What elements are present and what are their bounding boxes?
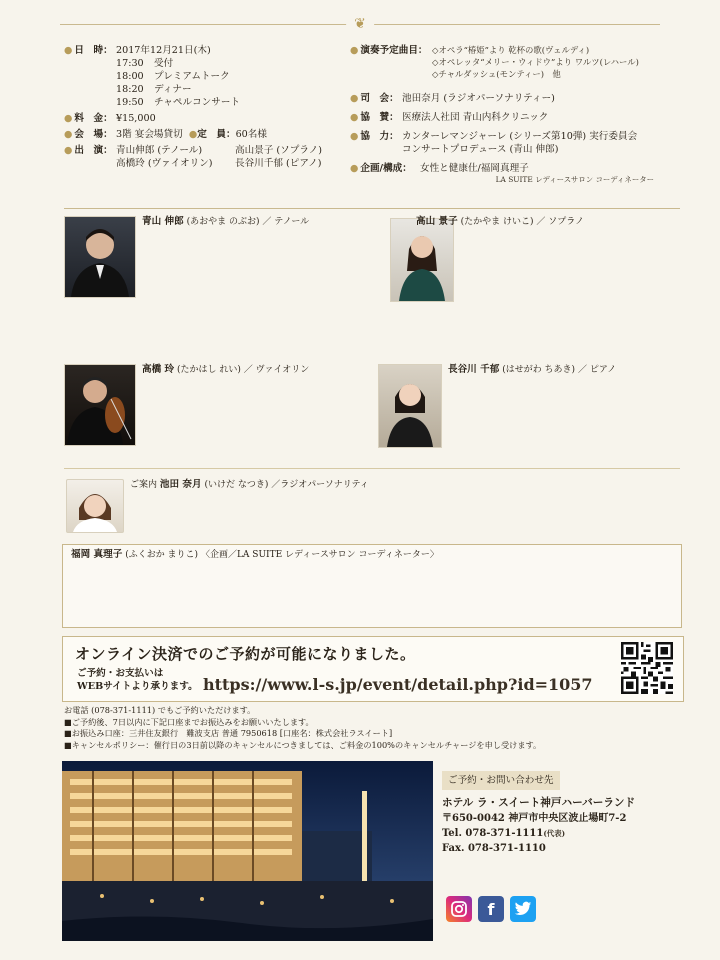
qr-code-icon: [621, 642, 673, 694]
profile-name: 高山 景子: [416, 216, 458, 227]
program-item: ◇オペレッタ“メリー・ウィドウ”より ワルツ(レハール): [432, 57, 639, 67]
fee-label: 料 金：: [74, 113, 113, 124]
venue-label: 会 場：: [74, 129, 113, 140]
profile-kana: (ふくおか まりこ): [125, 550, 199, 560]
performer: 高山景子 (ソプラノ): [235, 145, 322, 156]
phone-note: (代表): [543, 829, 566, 838]
venue-value: 3階 宴会場貸切: [116, 129, 183, 140]
bullet-icon: ●: [350, 163, 359, 174]
phone-number[interactable]: Tel. 078-371-1111: [442, 828, 544, 839]
capacity-value: 60名様: [235, 129, 267, 140]
note-line: お電話 (078-371-1111) でもご予約いただけます。: [64, 705, 256, 715]
profile-name: 青山 伸郎: [142, 216, 184, 227]
schedule-item: 受付: [154, 58, 174, 69]
program-row: [350, 44, 680, 80]
online-booking-box: [62, 636, 684, 702]
bullet-icon: ●: [350, 93, 359, 104]
performer: 長谷川千郁 (ピアノ): [235, 158, 322, 169]
aoyama-photo: [64, 216, 136, 298]
profile-kana: (あおやま のぶお): [186, 217, 260, 227]
hasegawa-photo: [378, 364, 442, 448]
sponsor-row: [350, 111, 680, 124]
date-row: [64, 44, 354, 109]
profile-name: 池田 奈月: [159, 479, 202, 490]
performer: 高橋玲 (ヴァイオリン): [116, 158, 213, 169]
capacity-label: 定 員：: [197, 129, 236, 140]
online-headline: オンライン決済でのご予約が可能になりました。: [75, 645, 416, 663]
profile-name: 福岡 真理子: [71, 549, 123, 560]
online-sub1: ご予約・お支払いは: [77, 668, 164, 679]
date-label: 日 時：: [74, 45, 113, 56]
bullet-icon: ●: [350, 45, 359, 56]
performer: 青山伸郎 (テノール): [116, 145, 203, 156]
facebook-icon[interactable]: f: [478, 896, 504, 922]
instagram-icon[interactable]: [446, 896, 472, 922]
contact-heading: ご予約・お問い合わせ先: [442, 771, 560, 790]
fee-value: ¥15,000: [116, 113, 156, 124]
program-label: 演奏予定曲目：: [360, 45, 428, 56]
section-divider: [64, 208, 680, 209]
schedule-item: プレミアムトーク: [154, 71, 230, 82]
cooperation-row: [350, 130, 680, 156]
hotel-address: 〒650-0042 神戸市中央区波止場町7-2: [442, 813, 627, 824]
sponsor-label: 協 賛：: [360, 112, 399, 123]
profile-role: ／ ソプラノ: [536, 217, 584, 227]
contact-info: [442, 771, 662, 856]
takayama-photo: [390, 218, 454, 302]
profile-role: 〈企画／LA SUITE レディースサロン コーディネーター〉: [200, 550, 439, 560]
program-item: ◇チャルダッシュ(モンティー) 他: [432, 69, 561, 79]
plan-row: [350, 162, 680, 185]
top-ornament: [60, 14, 660, 36]
schedule-time: 18:20: [116, 84, 144, 95]
profile-role: ／ ヴァイオリン: [243, 365, 310, 375]
fee-row: [64, 112, 354, 125]
coop-label: 協 力：: [360, 131, 399, 142]
bullet-icon: ●: [64, 129, 73, 140]
social-links: [446, 896, 536, 922]
performers-label: 出 演：: [74, 145, 113, 156]
profile-role: ／ラジオパーソナリティ: [271, 480, 369, 490]
bullet-icon: ●: [64, 145, 73, 156]
twitter-icon[interactable]: [510, 896, 536, 922]
bullet-icon: ●: [350, 131, 359, 142]
bullet-icon: ●: [188, 129, 198, 140]
hotel-night-photo: [62, 761, 433, 941]
profile-role: ／ ピアノ: [577, 365, 617, 375]
schedule-time: 19:50: [116, 97, 144, 108]
event-details: [64, 44, 354, 173]
profile-kana: (たかやま けいこ): [460, 217, 534, 227]
bullet-icon: ●: [64, 45, 73, 56]
profile-kana: (たかはし れい): [177, 365, 241, 375]
profile-name: 長谷川 千郁: [448, 364, 500, 375]
mc-value: 池田奈月 (ラジオパーソナリティー): [402, 93, 555, 104]
program-details: [350, 44, 680, 188]
program-item: ◇オペラ“椿姫”より 乾杯の歌(ヴェルディ): [432, 45, 590, 55]
schedule-item: チャペルコンサート: [154, 97, 241, 108]
aoyama-profile: [142, 216, 352, 230]
mc-label: 司 会：: [360, 93, 399, 104]
profile-name: 高橋 玲: [142, 364, 175, 375]
ikeda-photo: [66, 479, 124, 533]
schedule-time: 18:00: [116, 71, 144, 82]
coop-value: コンサートプロデュース (青山 伸郎): [402, 144, 559, 155]
ornament-knot-icon: ❦: [346, 16, 374, 32]
booking-url-link[interactable]: https://www.l-s.jp/event/detail.php?id=1057: [203, 675, 593, 694]
bullet-icon: ●: [350, 112, 359, 123]
note-line: ■お振込み口座：三井住友銀行 難波支店 普通 7950618 [口座名：株式会社ラスイート]: [64, 728, 393, 739]
fukuoka-block: [62, 544, 682, 628]
performers-row: [64, 144, 354, 170]
bullet-icon: ●: [64, 113, 73, 124]
profile-kana: (はせがわ ちあき): [502, 365, 576, 375]
coop-value: カンターレマンジャーレ (シリーズ第10弾) 実行委員会: [402, 131, 638, 142]
schedule-list: [116, 57, 354, 109]
plan-value: 女性と健康仕/福岡真理子: [420, 163, 529, 174]
fax-number: Fax. 078-371-1110: [442, 843, 546, 854]
venue-row: [64, 128, 354, 141]
profile-kana: (いけだ なつき): [204, 480, 269, 490]
takayama-profile: [416, 216, 684, 230]
booking-notes: [64, 705, 684, 751]
plan-label: 企画/構成：: [360, 163, 412, 174]
ikeda-block: ご案内 池田 奈月 (いけだ なつき) ／ラジオパーソナリティ: [64, 477, 684, 537]
section-divider: [64, 468, 680, 469]
note-line: ■キャンセルポリシー：催行日の3日前以降のキャンセルにつきましては、ご料金の100%のキャンセルチャージを申し受けます。: [64, 739, 542, 750]
mc-row: [350, 92, 680, 105]
sponsor-value: 医療法人社団 青山内科クリニック: [402, 112, 549, 123]
schedule-time: 17:30: [116, 58, 144, 69]
note-line: ■ご予約後、7日以内に下記口座までお振込みをお願いいたします。: [64, 716, 314, 727]
date-value: 2017年12月21日(木): [116, 45, 211, 56]
takahashi-photo: [64, 364, 136, 446]
profile-role: ／ テノール: [262, 217, 310, 227]
takahashi-profile: [142, 364, 352, 378]
schedule-item: ディナー: [154, 84, 192, 95]
hasegawa-profile: [448, 364, 684, 378]
online-sub2: WEBサイトより承ります。: [77, 681, 198, 692]
hotel-name: ホテル ラ・スイート神戸ハーバーランド: [442, 797, 636, 809]
plan-subtitle: LA SUITE レディースサロン コーディネーター: [495, 175, 654, 184]
